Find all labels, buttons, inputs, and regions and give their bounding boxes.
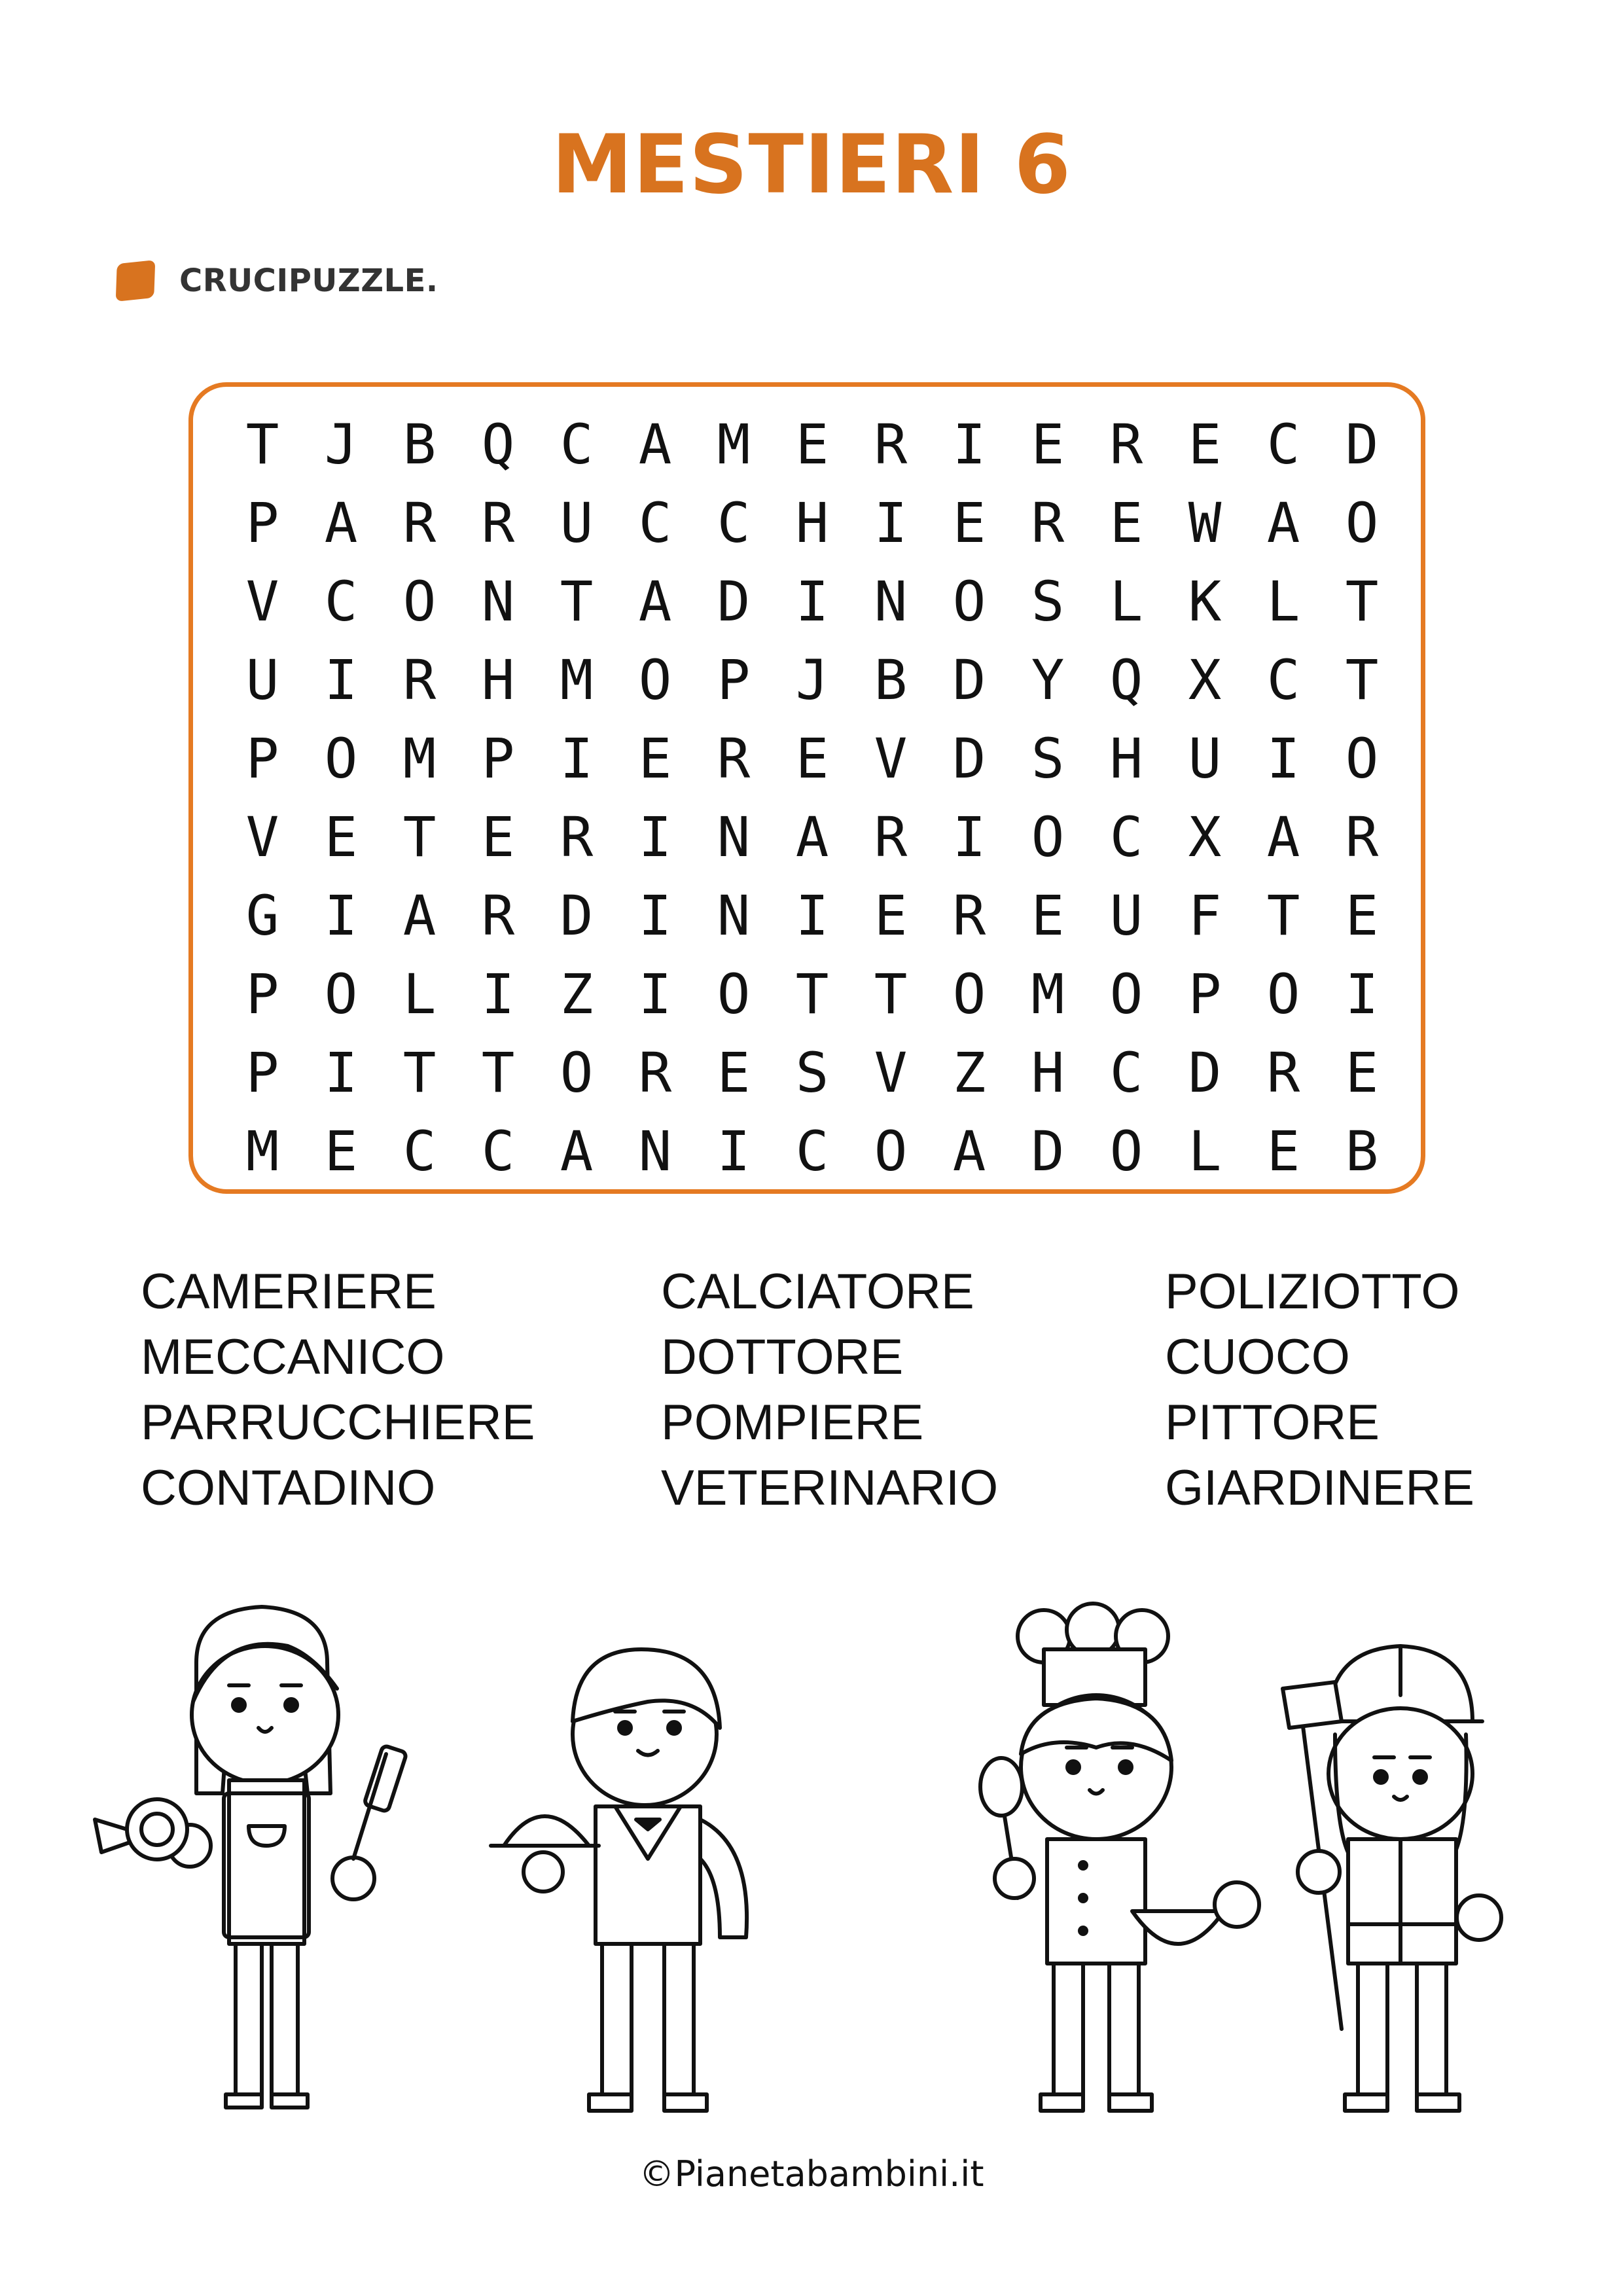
word-list-item: POMPIERE — [661, 1395, 924, 1450]
grid-cell: I — [638, 884, 672, 948]
word-list — [141, 1266, 1515, 1514]
grid-cell: A — [1266, 491, 1300, 555]
grid-cell: L — [402, 962, 437, 1026]
grid-cell: B — [1345, 1119, 1379, 1183]
grid-cell: L — [1266, 569, 1300, 634]
word-list-item: CUOCO — [1165, 1329, 1350, 1385]
grid-cell: I — [324, 884, 358, 948]
grid-cell: I — [795, 884, 829, 948]
grid-cell: H — [795, 491, 829, 555]
grid-cell: C — [717, 491, 751, 555]
grid-cell: I — [638, 805, 672, 869]
grid-cell: R — [1266, 1041, 1300, 1105]
word-list-item: PARRUCCHIERE — [141, 1395, 535, 1450]
grid-cell: O — [402, 569, 437, 634]
grid-cell: D — [1031, 1119, 1065, 1183]
grid-cell: A — [402, 884, 437, 948]
grid-cell: C — [1266, 648, 1300, 712]
grid-cell: G — [245, 884, 279, 948]
grid-cell: A — [560, 1119, 594, 1183]
grid-cell: R — [402, 491, 437, 555]
chef-figure — [980, 1604, 1259, 2111]
grid-cell: R — [560, 805, 594, 869]
grid-cell: R — [717, 726, 751, 791]
grid-cell: R — [952, 884, 986, 948]
word-list-item: PITTORE — [1165, 1395, 1380, 1450]
grid-cell: A — [952, 1119, 986, 1183]
grid-cell: O — [874, 1119, 908, 1183]
page-title: MESTIERI 6 — [552, 118, 1071, 212]
grid-cell: H — [481, 648, 515, 712]
grid-cell: E — [1345, 884, 1379, 948]
grid-cell: E — [952, 491, 986, 555]
grid-cell: M — [717, 412, 751, 476]
waiter-figure — [491, 1649, 747, 2111]
grid-cell: I — [560, 726, 594, 791]
grid-cell: P — [481, 726, 515, 791]
word-list-item: MECCANICO — [141, 1329, 445, 1385]
grid-cell: E — [638, 726, 672, 791]
grid-cell: C — [560, 412, 594, 476]
grid-cell: H — [1031, 1041, 1065, 1105]
grid-cell: M — [560, 648, 594, 712]
grid-cell: E — [1031, 884, 1065, 948]
grid-cell: O — [1031, 805, 1065, 869]
grid-cell: A — [638, 569, 672, 634]
grid-cell: I — [717, 1119, 751, 1183]
professions-illustration — [72, 1571, 1551, 2121]
grid-cell: N — [638, 1119, 672, 1183]
grid-cell: O — [324, 726, 358, 791]
grid-cell: E — [795, 726, 829, 791]
grid-cell: C — [638, 491, 672, 555]
grid-cell: R — [1109, 412, 1143, 476]
grid-cell: I — [1266, 726, 1300, 791]
grid-cell: I — [324, 1041, 358, 1105]
grid-cell: I — [874, 491, 908, 555]
grid-cell: T — [874, 962, 908, 1026]
grid-cell: P — [245, 491, 279, 555]
grid-cell: Y — [1031, 648, 1065, 712]
grid-cell: C — [1109, 805, 1143, 869]
grid-cell: D — [1345, 412, 1379, 476]
grid-cell: E — [1188, 412, 1222, 476]
grid-cell: A — [324, 491, 358, 555]
grid-cell: T — [402, 1041, 437, 1105]
grid-cell: T — [245, 412, 279, 476]
word-search-grid — [223, 405, 1401, 1191]
grid-cell: E — [324, 1119, 358, 1183]
word-list-item: POLIZIOTTO — [1165, 1264, 1460, 1319]
grid-cell: O — [324, 962, 358, 1026]
word-list-item: CONTADINO — [141, 1460, 436, 1516]
grid-cell: V — [245, 569, 279, 634]
grid-cell: R — [1345, 805, 1379, 869]
grid-cell: T — [1345, 569, 1379, 634]
grid-cell: I — [952, 805, 986, 869]
firefighter-figure — [1283, 1646, 1501, 2111]
grid-cell: C — [795, 1119, 829, 1183]
grid-cell: P — [245, 962, 279, 1026]
grid-cell: F — [1188, 884, 1222, 948]
grid-cell: R — [874, 805, 908, 869]
grid-cell: N — [874, 569, 908, 634]
grid-cell: I — [638, 962, 672, 1026]
grid-cell: B — [874, 648, 908, 712]
grid-cell: N — [717, 884, 751, 948]
grid-cell: D — [952, 726, 986, 791]
grid-cell: R — [638, 1041, 672, 1105]
grid-cell: M — [245, 1119, 279, 1183]
hairdresser-figure — [95, 1607, 407, 2108]
grid-cell: L — [1109, 569, 1143, 634]
grid-cell: E — [1031, 412, 1065, 476]
grid-cell: J — [324, 412, 358, 476]
grid-cell: I — [952, 412, 986, 476]
grid-cell: O — [560, 1041, 594, 1105]
grid-cell: O — [952, 962, 986, 1026]
grid-cell: U — [560, 491, 594, 555]
grid-cell: R — [481, 491, 515, 555]
grid-cell: U — [245, 648, 279, 712]
grid-cell: T — [1345, 648, 1379, 712]
grid-cell: K — [1188, 569, 1222, 634]
grid-cell: V — [874, 726, 908, 791]
grid-cell: A — [1266, 805, 1300, 869]
grid-cell: Z — [952, 1041, 986, 1105]
grid-cell: N — [717, 805, 751, 869]
grid-cell: C — [402, 1119, 437, 1183]
copyright-footer: ©Pianetabambini.it — [639, 2153, 984, 2195]
grid-cell: C — [1266, 412, 1300, 476]
grid-cell: E — [1109, 491, 1143, 555]
grid-cell: C — [324, 569, 358, 634]
grid-cell: E — [1345, 1041, 1379, 1105]
grid-cell: M — [1031, 962, 1065, 1026]
word-list-item: GIARDINERE — [1165, 1460, 1474, 1516]
grid-cell: P — [717, 648, 751, 712]
grid-cell: C — [1109, 1041, 1143, 1105]
rounded-square-bullet-icon — [116, 260, 156, 302]
grid-cell: S — [795, 1041, 829, 1105]
grid-cell: I — [324, 648, 358, 712]
word-list-item: DOTTORE — [661, 1329, 904, 1385]
grid-cell: O — [1109, 962, 1143, 1026]
grid-cell: T — [795, 962, 829, 1026]
word-search-grid-frame — [188, 382, 1425, 1194]
grid-cell: E — [324, 805, 358, 869]
grid-cell: R — [1031, 491, 1065, 555]
grid-cell: X — [1188, 805, 1222, 869]
grid-cell: X — [1188, 648, 1222, 712]
grid-cell: O — [1345, 726, 1379, 791]
grid-cell: M — [402, 726, 437, 791]
grid-cell: W — [1188, 491, 1222, 555]
grid-cell: S — [1031, 569, 1065, 634]
grid-cell: O — [952, 569, 986, 634]
grid-cell: T — [1266, 884, 1300, 948]
grid-cell: S — [1031, 726, 1065, 791]
section-heading — [116, 262, 438, 300]
grid-cell: P — [245, 1041, 279, 1105]
grid-cell: D — [952, 648, 986, 712]
grid-cell: O — [1109, 1119, 1143, 1183]
grid-cell: D — [560, 884, 594, 948]
grid-cell: A — [638, 412, 672, 476]
grid-cell: U — [1188, 726, 1222, 791]
grid-cell: E — [874, 884, 908, 948]
grid-cell: P — [245, 726, 279, 791]
grid-cell: A — [795, 805, 829, 869]
grid-cell: T — [402, 805, 437, 869]
grid-cell: O — [1266, 962, 1300, 1026]
grid-cell: P — [1188, 962, 1222, 1026]
subtitle: CRUCIPUZZLE. — [179, 262, 438, 299]
grid-cell: T — [560, 569, 594, 634]
grid-cell: E — [481, 805, 515, 869]
grid-cell: E — [795, 412, 829, 476]
grid-cell: D — [717, 569, 751, 634]
grid-cell: I — [795, 569, 829, 634]
word-list-item: CALCIATORE — [661, 1264, 974, 1319]
grid-cell: E — [717, 1041, 751, 1105]
word-list-item: VETERINARIO — [661, 1460, 999, 1516]
grid-cell: N — [481, 569, 515, 634]
grid-cell: I — [481, 962, 515, 1026]
grid-cell: Q — [1109, 648, 1143, 712]
grid-cell: J — [795, 648, 829, 712]
grid-cell: T — [481, 1041, 515, 1105]
grid-cell: H — [1109, 726, 1143, 791]
grid-cell: O — [1345, 491, 1379, 555]
grid-cell: Z — [560, 962, 594, 1026]
grid-cell: Q — [481, 412, 515, 476]
grid-cell: O — [717, 962, 751, 1026]
grid-cell: V — [245, 805, 279, 869]
grid-cell: I — [1345, 962, 1379, 1026]
word-list-item: CAMERIERE — [141, 1264, 437, 1319]
grid-cell: L — [1188, 1119, 1222, 1183]
grid-cell: R — [481, 884, 515, 948]
grid-cell: B — [402, 412, 437, 476]
grid-cell: E — [1266, 1119, 1300, 1183]
grid-cell: C — [481, 1119, 515, 1183]
grid-cell: V — [874, 1041, 908, 1105]
grid-cell: U — [1109, 884, 1143, 948]
grid-cell: R — [402, 648, 437, 712]
grid-cell: O — [638, 648, 672, 712]
grid-cell: R — [874, 412, 908, 476]
grid-cell: D — [1188, 1041, 1222, 1105]
